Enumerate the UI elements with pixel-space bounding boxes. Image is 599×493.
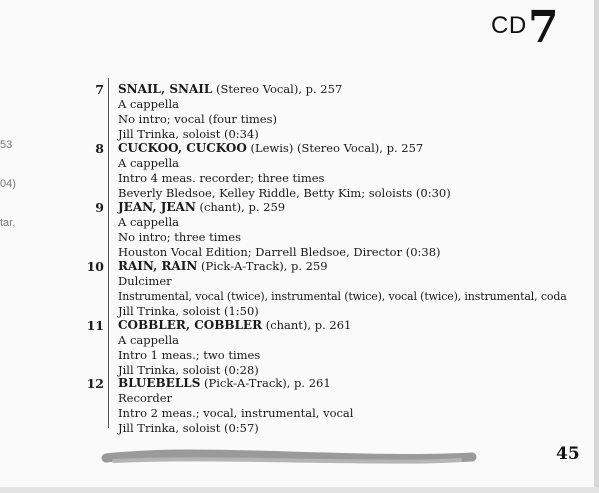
track-form: Intro 2 meas.; vocal, instrumental, vocal — [118, 406, 354, 420]
track-performers: Beverly Bledsoe, Kelley Riddle, Betty Kim; soloists (0:30) — [118, 186, 451, 200]
decorative-brush-stroke — [100, 444, 480, 470]
track-meta: (Pick-A-Track), p. 261 — [200, 376, 331, 390]
track-title-line — [118, 376, 353, 391]
track-meta: (chant), p. 259 — [195, 200, 286, 214]
track-instrumentation: A cappella — [118, 156, 179, 170]
margin-fragment: 04) — [0, 178, 16, 190]
track-number: 8 — [95, 141, 104, 156]
track-instrumentation: A cappella — [118, 215, 179, 229]
page-number: 45 — [556, 444, 580, 464]
track-title-line — [118, 318, 351, 333]
track-form: Intro 4 meas. recorder; three times — [118, 171, 325, 185]
track-form: No intro; vocal (four times) — [118, 112, 277, 126]
track-instrumentation: Recorder — [118, 391, 172, 405]
track-form: No intro; three times — [118, 230, 242, 244]
track-performers: Jill Trinka, soloist (1:50) — [118, 304, 259, 318]
track-meta: (Lewis) (Stereo Vocal), p. 257 — [246, 141, 424, 155]
margin-fragment: 53 — [0, 139, 13, 151]
page-edge-shadow — [594, 0, 599, 493]
track-details — [118, 82, 342, 142]
track-number: 10 — [86, 259, 104, 274]
track-details — [118, 318, 351, 378]
track-title: RAIN, RAIN — [118, 259, 198, 273]
track-number: 11 — [86, 318, 104, 333]
track-details — [118, 200, 441, 260]
cd-label: CD — [491, 12, 527, 39]
track-title-line — [118, 200, 441, 215]
track-form: Intro 1 meas.; two times — [118, 348, 261, 362]
track-details — [118, 376, 353, 436]
track-details — [118, 259, 567, 319]
cd-number: 7 — [528, 2, 559, 53]
track-number: 9 — [95, 200, 104, 215]
track-performers: Jill Trinka, soloist (0:34) — [118, 127, 259, 141]
column-divider — [108, 78, 109, 428]
track-details — [118, 141, 451, 201]
page-bottom-edge — [0, 487, 599, 493]
track-meta: (Stereo Vocal), p. 257 — [212, 82, 343, 96]
margin-fragment: tar, — [0, 217, 16, 229]
track-performers: Houston Vocal Edition; Darrell Bledsoe, Director (0:38) — [118, 245, 441, 259]
track-number: 7 — [95, 82, 104, 97]
track-meta: (chant), p. 261 — [262, 318, 352, 332]
track-instrumentation: A cappella — [118, 97, 179, 111]
track-title: JEAN, JEAN — [118, 200, 196, 214]
track-performers: Jill Trinka, soloist (0:57) — [118, 421, 259, 435]
track-title-line — [118, 259, 567, 274]
track-number: 12 — [86, 376, 104, 391]
track-meta: (Pick-A-Track), p. 259 — [197, 259, 328, 273]
track-title: BLUEBELLS — [118, 376, 201, 390]
track-form: Instrumental, vocal (twice), instrumental (twice), vocal (twice), instrumental, coda — [118, 290, 567, 303]
track-instrumentation: A cappella — [118, 333, 179, 347]
track-title: CUCKOO, CUCKOO — [118, 141, 247, 155]
track-title: COBBLER, COBBLER — [118, 318, 263, 332]
track-instrumentation: Dulcimer — [118, 274, 172, 288]
track-title: SNAIL, SNAIL — [118, 82, 213, 96]
track-title-line — [118, 141, 451, 156]
track-performers: Jill Trinka, soloist (0:28) — [118, 363, 259, 377]
track-title-line — [118, 82, 342, 97]
